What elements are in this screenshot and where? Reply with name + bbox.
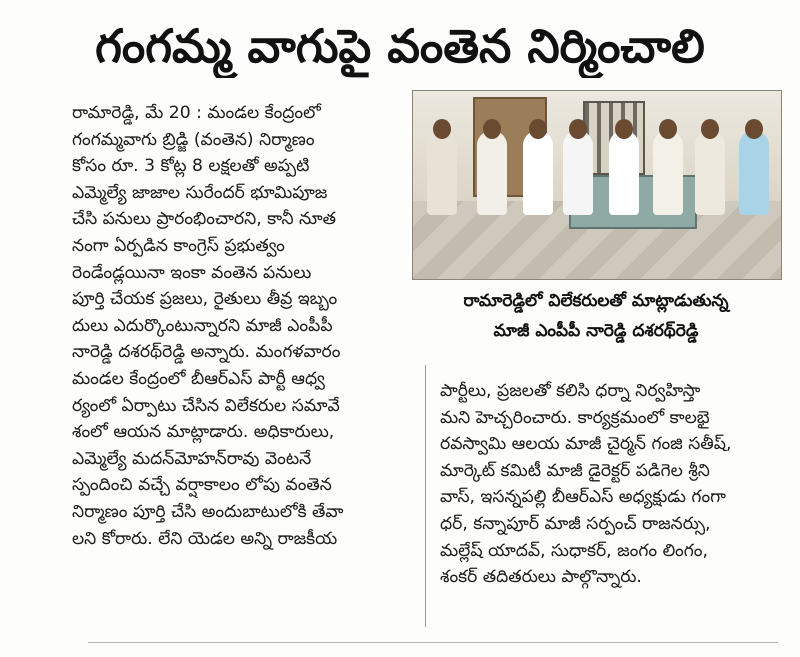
body-line: చేసి పనులు ప్రారంభించారని, కానీ నూత xyxy=(72,209,336,230)
body-line: రెండేండ్లయినా ఇంకా వంతెన పనులు xyxy=(72,262,312,283)
photo-person-head xyxy=(615,119,633,139)
body-line: కోసం రూ. 3 కోట్ల 8 లక్షలతో అప్పటి xyxy=(72,156,310,177)
photo-person xyxy=(695,131,725,215)
body-line: గంగమ్మవాగు బ్రిడ్జి (వంతెన) నిర్మాణం xyxy=(72,129,315,150)
photo-person-head xyxy=(701,119,719,139)
photo-person-head xyxy=(483,119,501,139)
body-line: శంకర్ తదితరులు పాల్గొన్నారు. xyxy=(440,567,642,588)
body-line: పార్టీలు, ప్రజలతో కలిసి ధర్నా నిర్వహిస్తా xyxy=(440,381,701,401)
photo-person-head xyxy=(745,119,763,139)
photo-person-head xyxy=(659,119,677,139)
photo-person xyxy=(477,131,507,215)
photo-person-head xyxy=(569,119,587,139)
photo-person xyxy=(609,131,639,215)
body-line: మండల కేంద్రంలో బీఆర్ఎస్ పార్టీ ఆధ్వ xyxy=(72,368,325,389)
body-line: మల్లేష్ యాదవ్, సుధాకర్, జంగం లింగం, xyxy=(440,540,708,561)
photo-person xyxy=(523,131,553,215)
column-divider xyxy=(425,365,426,627)
photo-person xyxy=(739,131,769,215)
caption-line: రామారెడ్డిలో విలేకరులతో మాట్లాడుతున్న xyxy=(463,291,729,311)
body-line: పూర్తి చేయక ప్రజలు, రైతులు తీవ్ర ఇబ్బం xyxy=(72,289,338,310)
body-line: ఎమ్మెల్యే మదన్‌మోహన్‌రావు వెంటనే xyxy=(72,448,312,469)
body-line: నంగా ఏర్పడిన కాంగ్రెస్ ప్రభుత్వం xyxy=(72,235,285,256)
body-line: నిర్మాణం పూర్తి చేసి అందుబాటులోకి తేవా xyxy=(72,501,344,522)
body-line: ఎమ్మెల్యే జాజాల సురేందర్ భూమిపూజ xyxy=(72,182,328,203)
photo-person xyxy=(563,131,593,215)
article-body-left xyxy=(72,100,400,620)
body-line: రామారెడ్డి, మే 20 : మండల కేంద్రంలో xyxy=(72,103,321,123)
bottom-rule xyxy=(88,642,778,643)
photo-person xyxy=(653,131,683,215)
headline: గంగమ్మ వాగుపై వంతెన నిర్మించాలి xyxy=(95,19,705,73)
body-line: వాస్, ఇసన్నపల్లి బీఆర్ఎస్ అధ్యక్షుడు గంగా xyxy=(440,487,726,508)
body-line: స్పందించి వచ్చే వర్షాకాలం లోపు వంతెన xyxy=(72,475,332,496)
photo-person xyxy=(427,131,457,215)
body-line: ర్యంలో ఏర్పాటు చేసిన విలేకరుల సమావే xyxy=(72,395,340,416)
body-line: మని హెచ్చరించారు. కార్యక్రమంలో కాలభై xyxy=(440,407,710,428)
body-line: మార్కెట్ కమిటీ మాజీ డైరెక్టర్ పడిగెల శ్రీని xyxy=(440,460,710,481)
body-line: ధర్, కన్నాపూర్ మాజీ సర్పంచ్ రాజనర్సు, xyxy=(440,513,711,534)
body-line: నారెడ్డి దశరథ్‌రెడ్డి అన్నారు. మంగళవారం xyxy=(72,342,341,363)
caption-line: మాజీ ఎంపీపీ నారెడ్డి దశరథ్‌రెడ్డి xyxy=(493,321,699,341)
photo-person-head xyxy=(529,119,547,139)
body-line: రవస్వామి ఆలయ మాజీ చైర్మన్ గంజి సతీష్, xyxy=(440,434,732,455)
news-photo xyxy=(412,90,782,280)
photo-person-head xyxy=(433,119,451,139)
body-line: దులు ఎదుర్కొంటున్నారని మాజీ ఎంపీపీ xyxy=(72,315,333,336)
article-body-right xyxy=(440,378,766,618)
photo-caption xyxy=(412,286,780,350)
body-line: లని కోరారు. లేని యెడల అన్ని రాజకీయ xyxy=(72,528,338,549)
body-line: శంలో ఆయన మాట్లాడారు. అధికారులు, xyxy=(72,422,335,443)
